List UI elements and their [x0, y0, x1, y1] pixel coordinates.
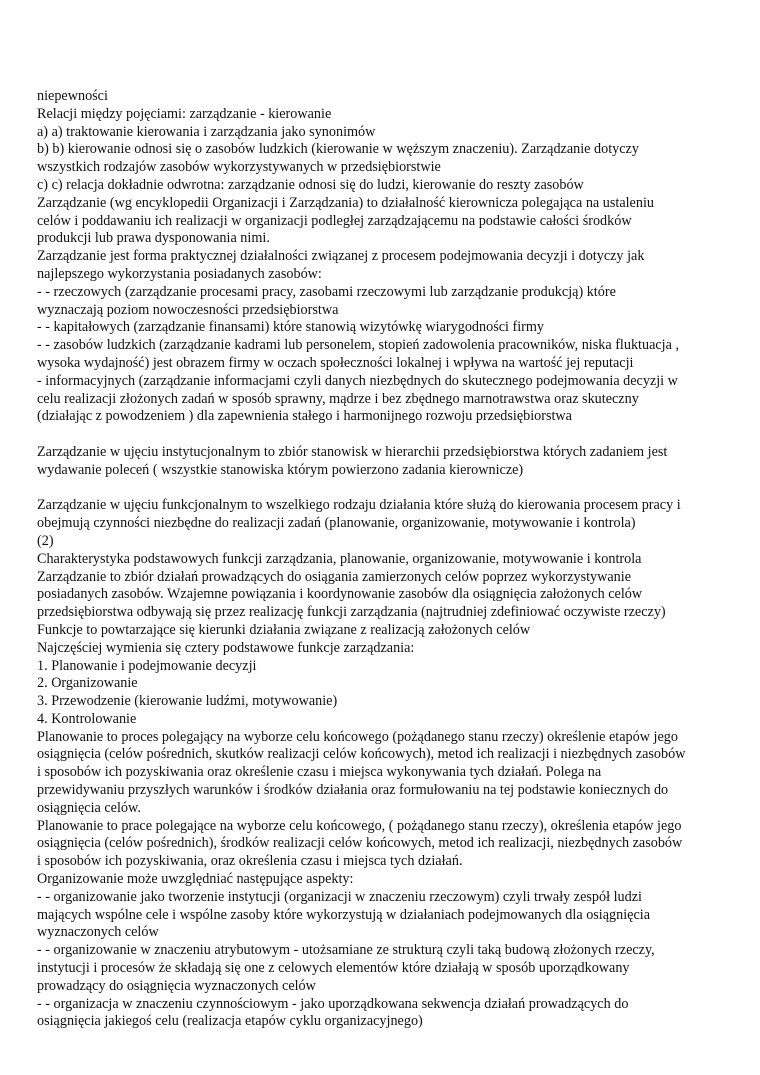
text-line: niepewności	[37, 88, 108, 104]
text-line: 3. Przewodzenie (kierowanie ludźmi, motywowanie)	[37, 693, 338, 710]
text-line: przedsiębiorstwa odbywają się przez realizację funkcji zarządzania (najtrudniej zdefiniować oczywiste rzeczy)	[37, 604, 666, 621]
text-line: Organizowanie może uwzględniać następujące aspekty:	[37, 871, 354, 888]
text-line: a) a) traktowanie kierowania i zarządzania jako synonimów	[37, 123, 376, 140]
text-line: produkcji lub prawa dysponowania nimi.	[37, 230, 270, 247]
text-line: i sposobów ich pozyskiwania, oraz określenia czasu i miejsca tych działań.	[37, 853, 463, 870]
text-line: - - organizowanie w znaczeniu atrybutowym - utożsamiane ze strukturą czyli taką budową złożonych rzeczy,	[37, 942, 655, 959]
text-line: (2)	[37, 532, 54, 549]
text-line: 1. Planowanie i podejmowanie decyzji	[37, 657, 257, 674]
text-line: przewidywaniu przyszłych warunków i środków działania oraz formułowaniu na tej podstawie koniecznych do	[37, 782, 669, 799]
text-line: wysoka wydajność) jest obrazem firmy w oczach społeczności lokalnej i wpływa na wartość jej reputacji	[37, 354, 634, 371]
text-line: - - organizowanie jako tworzenie instytucji (organizacji w znaczeniu rzeczowym) czyli trwały zespół ludzi	[37, 888, 642, 905]
text-line: instytucji i procesów że składają się one z celowych elementów które działają w sposób uporządkowany	[37, 960, 630, 977]
text-line: osiągnięcia jakiegoś celu (realizacja etapów cyklu organizacyjnego)	[37, 1013, 423, 1030]
text-line: Zarządzanie w ujęciu funkcjonalnym to wszelkiego rodzaju działania które służą do kierowania procesem pracy i	[37, 497, 681, 514]
text-line: c) c) relacja dokładnie odwrotna: zarządzanie odnosi się do ludzi, kierowanie do reszty zasobów	[37, 176, 584, 193]
text-line: prowadzący do osiągnięcia wyznaczonych celów	[37, 977, 316, 994]
text-line: Charakterystyka podstawowych funkcji zarządzania, planowanie, organizowanie, motywowanie i kontrola	[37, 550, 642, 567]
text-line: obejmują czynności niezbędne do realizacji zadań (planowanie, organizowanie, motywowanie i kontrola)	[37, 515, 636, 532]
text-line: Zarządzanie jest forma praktycznej działalności związanej z procesem podejmowania decyzji i dotyczy jak	[37, 248, 645, 265]
text-line: wyznaczają poziom nowoczesności przedsiębiorstwa	[37, 301, 339, 318]
text-line: wszystkich rodzajów zasobów wykorzystywanych w przedsiębiorstwie	[37, 159, 441, 176]
text-line: Funkcje to powtarzające się kierunki działania związane z realizacją założonych celów	[37, 621, 531, 638]
text-line: 2. Organizowanie	[37, 675, 138, 692]
text-line: - - zasobów ludzkich (zarządzanie kadrami lub personelem, stopień zadowolenia pracowników, niska fluktuacja ,	[37, 337, 680, 354]
text-line: - - organizacja w znaczeniu czynnościowym - jako uporządkowana sekwencja działań prowadzących do	[37, 995, 629, 1012]
text-line: Planowanie to prace polegające na wyborze celu końcowego, ( pożądanego stanu rzeczy), określenia etapów jego	[37, 817, 682, 834]
text-line: najlepszego wykorzystania posiadanych zasobów:	[37, 265, 322, 282]
text-line: Zarządzanie to zbiór działań prowadzących do osiągania zamierzonych celów poprzez wykorzystywanie	[37, 568, 632, 585]
blank-line	[37, 480, 737, 498]
text-line: celów i poddawaniu ich realizacji w organizacji podległej zarządzającemu na podstawie całości środków	[37, 212, 632, 229]
text-line: b) b) kierowanie odnosi się o zasobów ludzkich (kierowanie w węższym znaczeniu). Zarządzanie dotyczy	[37, 141, 639, 158]
text-line: - - rzeczowych (zarządzanie procesami pracy, zasobami rzeczowymi lub zarządzanie produkcją) które	[37, 283, 616, 300]
text-line: Zarządzanie w ujęciu instytucjonalnym to zbiór stanowisk w hierarchii przedsiębiorstwa których zadaniem jest	[37, 443, 668, 460]
text-line: wydawanie poleceń ( wszystkie stanowiska którym powierzono zadania kierownicze)	[37, 461, 524, 478]
text-line: osiągnięcia celów.	[37, 799, 141, 816]
text-line: Najczęściej wymienia się cztery podstawowe funkcje zarządzania:	[37, 639, 415, 656]
text-line: Zarządzanie (wg encyklopedii Organizacji i Zarządzania) to działalność kierownicza polegająca na ustaleniu	[37, 194, 654, 211]
text-line: celu realizacji złożonych zadań w sposób sprawny, mądrze i bez zbędnego marnotrawstwa oraz skuteczny	[37, 390, 639, 407]
text-line: (działając z powodzeniem ) dla zapewnienia stałego i harmonijnego rozwoju przedsiębiorstwa	[37, 408, 572, 425]
text-line: Planowanie to proces polegający na wyborze celu końcowego (pożądanego stanu rzeczy) określenie etapów jego	[37, 728, 678, 745]
text-line: - informacyjnych (zarządzanie informacjami czyli danych niezbędnych do skutecznego podejmowania decyzji w	[37, 372, 678, 389]
text-line: wyznaczonych celów	[37, 924, 159, 941]
blank-line	[37, 426, 737, 444]
text-line: osiągnięcia (celów pośrednich, skutków realizacji celów końcowych), metod ich realizacji i niezbędnych zasobów	[37, 746, 686, 763]
text-line: - - kapitałowych (zarządzanie finansami) które stanowią wizytówkę wiarygodności firmy	[37, 319, 545, 336]
text-line: posiadanych zasobów. Wzajemne powiązania i koordynowanie zasobów dla osiągnięcia założonych celów	[37, 586, 643, 603]
text-line: osiągnięcia (celów pośrednich), środków realizacji celów końcowych, metod ich realizacji, niezbędnych zasobów	[37, 835, 683, 852]
text-line: i sposobów ich pozyskiwania oraz określenie czasu i miejsca wykonywania tych działań. Polega na	[37, 764, 602, 781]
text-line: mających wspólne cele i wspólne zasoby które wykorzystują w działaniach podejmowanych dla osiągnięcia	[37, 906, 651, 923]
text-line: Relacji między pojęciami: zarządzanie - kierowanie	[37, 105, 332, 122]
text-line: 4. Kontrolowanie	[37, 710, 137, 727]
document-page	[37, 88, 737, 1031]
